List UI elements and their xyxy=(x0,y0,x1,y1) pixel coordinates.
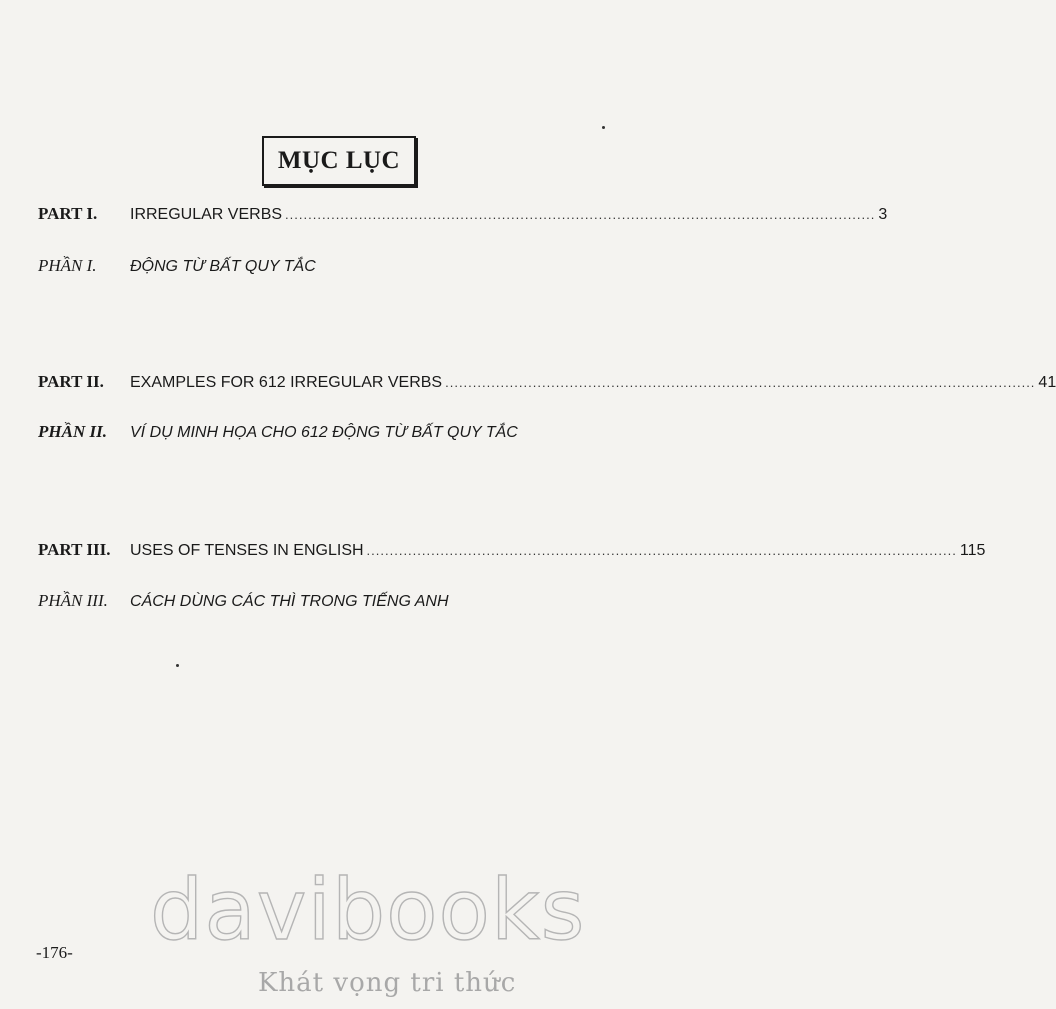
page-ref: 3 xyxy=(878,206,888,223)
part-label: PART I. xyxy=(38,204,98,223)
part-title: IRREGULAR VERBS xyxy=(130,206,283,223)
toc-entry-part-1[interactable] xyxy=(38,204,888,224)
toc-title: MỤC LỤC xyxy=(262,136,416,186)
vn-part-label: PHẦN II. xyxy=(38,422,107,441)
vn-part-label: PHẦN III. xyxy=(38,591,108,610)
toc-entry-part-2[interactable] xyxy=(38,372,1056,392)
toc-entry-part-3[interactable] xyxy=(38,540,986,560)
part-title: USES OF TENSES IN ENGLISH xyxy=(130,542,364,559)
vn-part-label: PHẦN I. xyxy=(38,256,97,275)
page-ref: 115 xyxy=(959,542,986,559)
dot-leader: ................................................................................................................................ xyxy=(285,207,876,222)
vn-part-title: CÁCH DÙNG CÁC THÌ TRONG TIẾNG ANH xyxy=(130,593,449,610)
dot-leader: ................................................................................................................................ xyxy=(445,375,1036,390)
print-speck xyxy=(176,664,179,667)
vn-part-title: ĐỘNG TỪ BẤT QUY TẮC xyxy=(130,258,316,275)
watermark-tagline: Khát vọng tri thức xyxy=(258,968,517,998)
vn-part-title: VÍ DỤ MINH HỌA CHO 612 ĐỘNG TỪ BẤT QUY TẮC xyxy=(130,424,518,441)
page-ref: 41 xyxy=(1038,374,1056,391)
print-speck xyxy=(602,126,605,129)
part-label: PART II. xyxy=(38,372,104,391)
part-label: PART III. xyxy=(38,540,111,559)
toc-entry-phan-2[interactable] xyxy=(38,422,638,442)
toc-entry-phan-1[interactable] xyxy=(38,256,638,276)
watermark-logo: davibooks xyxy=(150,861,586,959)
dot-leader: ................................................................................................................................ xyxy=(366,543,957,558)
part-title: EXAMPLES FOR 612 IRREGULAR VERBS xyxy=(130,374,443,391)
toc-entry-phan-3[interactable] xyxy=(38,591,638,611)
page-number: -176- xyxy=(36,943,73,962)
